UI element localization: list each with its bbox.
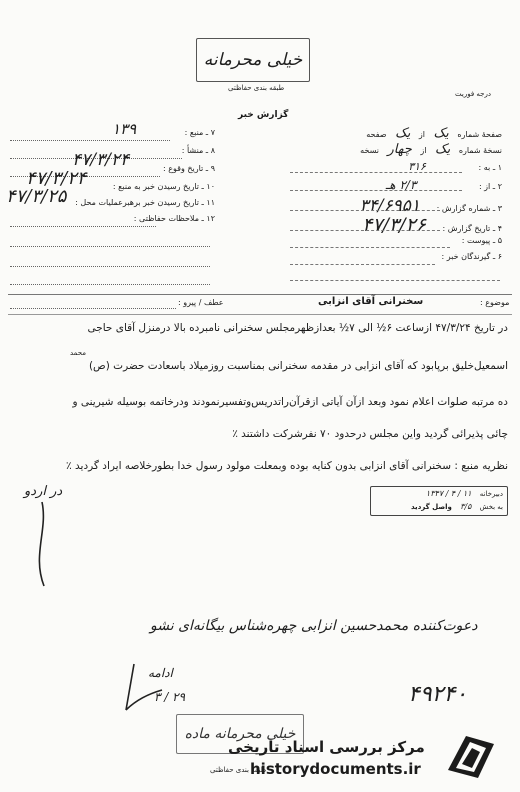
from-label: ۲ ـ از : (478, 182, 502, 191)
subject-separator-bottom (8, 314, 512, 315)
source-label: ۷ ـ منبع : (184, 128, 215, 137)
origin-label: ۸ ـ منشأ : (181, 146, 215, 155)
copy-number-line (292, 142, 502, 157)
registry-line2-suffix: واصل گردید (411, 503, 452, 511)
left-blank-line-2 (10, 266, 210, 267)
subject-value: سخنرانی آقای انزابی (318, 296, 424, 307)
report-date-label: ۴ ـ تاریخ گزارش : (442, 224, 502, 233)
attachment-underline (290, 247, 450, 248)
received-by-ops-label: ۱۱ ـ تاریخ رسیدن خبر برهبرعملیات محل : (75, 198, 215, 207)
attachment-field (282, 236, 502, 245)
page-number-line (292, 126, 502, 141)
to-label: ۱ ـ به : (478, 163, 502, 172)
from-underline (290, 190, 462, 191)
copy-number-value: یک (435, 142, 451, 157)
recipients-underline (290, 264, 435, 265)
registry-line-1 (375, 489, 503, 498)
page-number-unit: صفحه (366, 130, 387, 139)
watermark-logo-icon (444, 730, 498, 784)
copy-total-value: چهار (387, 142, 412, 157)
occurrence-date-label: ۹ ـ تاریخ وقوع : (162, 164, 215, 173)
report-date-underline (290, 230, 440, 231)
handwritten-margin-stroke (22, 500, 62, 590)
body-line-2: اسمعیل‌خلیق برپابود که آقای انزابی در مقدمه سخنرانی بمناسبت روزمیلاد باسعادت حضرت (ص) (88, 360, 508, 372)
page-total-value: یک (395, 126, 411, 141)
recipients-field (282, 252, 502, 261)
report-date-value: ۴۷/۳/۲۶ (362, 214, 426, 236)
copy-number-unit: نسخه (360, 146, 379, 155)
subject-label: موضوع : (480, 298, 510, 307)
handwritten-long-note: دعوت‌کننده محمدحسین انزابی چهره‌شناس بیگانه‌ای نشو (150, 618, 478, 634)
attachment-label: ۵ ـ پیوست : (461, 236, 502, 245)
registry-line2-value: ۳/۵ (460, 502, 472, 511)
registry-line1-label: دبیرخانه (479, 490, 503, 498)
security-notes-label: ۱۲ ـ ملاحظات حفاظتی : (133, 214, 215, 223)
top-classification-stamp (196, 38, 310, 82)
recipients-label: ۶ ـ گیرندگان خبر : (441, 252, 502, 261)
left-blank-line-1 (10, 246, 210, 247)
bottom-classification-caption: طبقه بندی حفاظتی (210, 766, 267, 774)
page-number-from: از (418, 130, 425, 139)
page-number-label: صفحهٔ شماره (457, 130, 502, 139)
handwritten-margin-note: در اردو (24, 484, 63, 499)
archive-number: ۴۹۲۴۰ (408, 682, 468, 707)
received-by-source-value: ۴۷/۳/۲۴ (26, 168, 87, 189)
registry-line-2 (375, 502, 503, 511)
recipients-extra-line (290, 280, 500, 281)
report-date-field (282, 214, 502, 236)
copy-number-label: نسخهٔ شماره (458, 146, 502, 155)
registry-stamp (370, 486, 508, 516)
received-by-source-label: ۱۰ ـ تاریخ رسیدن خبر به منبع : (112, 182, 215, 191)
security-notes-field (10, 214, 215, 223)
reference-underline (10, 308, 176, 309)
security-notes-underline (10, 226, 156, 227)
page-number-value: یک (433, 126, 449, 141)
copy-number-from: از (420, 146, 427, 155)
watermark-title: مرکز بررسی اسناد تاریخی (228, 738, 425, 756)
subject-separator-top (8, 294, 512, 295)
to-underline (290, 172, 462, 173)
top-classification-caption: طبقه بندی حفاظتی (228, 84, 285, 92)
body-line-4: چائی پذیرائی گردید واین مجلس درحدود ۷۰ نفرشرکت داشتند ٪ (232, 428, 508, 440)
priority-label: درجه فوریت (455, 90, 491, 98)
report-number-label: ۳ ـ شماره گزارش : (436, 204, 502, 213)
report-title: گزارش خبر (238, 110, 289, 120)
top-stamp-text: خیلی محرمانه (203, 50, 303, 70)
body-line-3: ده مرتبه صلوات اعلام نمود وبعد ازآن آیاتی ازقرآن‌راتدریس‌وتفسیرنمودند ودرخاتمه بوسیله شیرینی و (72, 396, 508, 408)
registry-line1-value: ۱۱ / ۴ / ۱۳۴۷ (425, 489, 472, 498)
watermark-logo (444, 730, 498, 784)
to-value: ۳۱۶ (408, 160, 426, 173)
left-blank-line-3 (10, 284, 210, 285)
watermark-url: historydocuments.ir (250, 760, 421, 778)
report-number-underline (290, 210, 440, 211)
received-by-ops-value: ۴۷/۳/۲۵ (6, 186, 67, 207)
handwritten-date-note: ۲۹ / ۳ (154, 690, 186, 704)
body-line-5: نظریه منبع : سخنرانی آقای انزابی بدون کنایه بوده وبمعلت مولود رسول خدا بطورخلاصه ایراد گردید ٪ (66, 460, 508, 472)
handwritten-short-note: ادامه (148, 666, 173, 680)
occurrence-date-value: ۴۷/۳/۲۴ (72, 150, 130, 170)
source-underline (10, 140, 170, 141)
body-line-1: در تاریخ ۴۷/۳/۲۴ ازساعت ۶½ الی ۷½ بعدازظهرمجلس سخنرانی نامبرده بالا درمنزل آقای حاجی (87, 322, 508, 334)
registry-line2-label: به بخش (479, 503, 503, 511)
report-number-field (282, 196, 502, 216)
source-value: ۱۳۹ (112, 120, 137, 138)
reference-label: عطف / پیرو : (178, 298, 224, 307)
from-value: ۲/۳ هـ (385, 178, 417, 192)
interline-note: محمد (70, 349, 86, 357)
bottom-stamp-text: خیلی محرمانه ماده (184, 726, 296, 742)
report-number-value: ۳۴/۶۹۵۱ (359, 196, 421, 216)
